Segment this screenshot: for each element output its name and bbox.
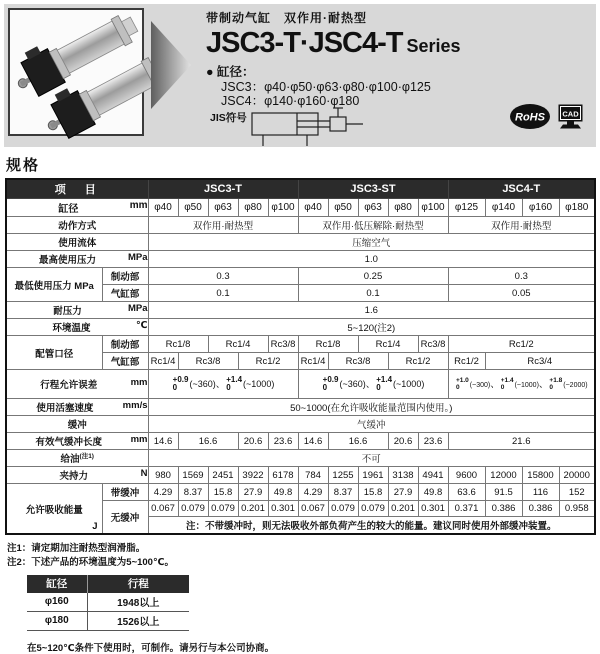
spec-cell: 0.3 — [148, 268, 298, 285]
table-row — [6, 217, 595, 234]
spec-cell: 1255 — [328, 467, 358, 484]
spec-cell: Rc1/4 — [208, 336, 268, 353]
spec-cell: φ40 — [148, 199, 178, 217]
row-label: 气缸部 — [102, 353, 148, 370]
spec-cell: 21.6 — [448, 433, 595, 450]
spec-cell: 0.386 — [485, 501, 522, 517]
table-row — [6, 179, 595, 199]
spec-cell: 注：不带缓冲时，则无法吸收外部负荷产生的较大的能量。建议同时使用外部缓冲装置。 — [148, 517, 595, 535]
spec-cell: 0.25 — [298, 268, 448, 285]
table-row — [6, 484, 595, 501]
spec-cell: 4.29 — [148, 484, 178, 501]
spec-cell: 23.6 — [268, 433, 298, 450]
spec-cell: 50~1000(在允许吸收能量范围内使用。) — [148, 399, 595, 416]
spec-cell: φ63 — [358, 199, 388, 217]
product-photo — [8, 8, 144, 136]
row-label: 夹持力 N — [6, 467, 148, 484]
row-label: 气缸部 — [102, 285, 148, 302]
spec-cell: 0.201 — [238, 501, 268, 517]
note-table-header-stroke: 行程 — [87, 575, 189, 593]
spec-cell: 0.079 — [178, 501, 208, 517]
spec-cell: φ80 — [238, 199, 268, 217]
spec-cell: 双作用·耐热型 — [448, 217, 595, 234]
spec-cell: Rc1/8 — [148, 336, 208, 353]
spec-cell: 不可 — [148, 450, 595, 467]
certification-badges — [509, 103, 584, 130]
spec-cell: 16.6 — [178, 433, 238, 450]
spec-cell: 双作用·耐热型 — [148, 217, 298, 234]
spec-cell: 1569 — [178, 467, 208, 484]
spec-cell: 0.05 — [448, 285, 595, 302]
spec-section — [0, 154, 600, 654]
row-label: 允许吸收能量 J — [6, 484, 102, 535]
spec-heading: 规格 — [6, 157, 41, 174]
spec-cell: 0.301 — [418, 501, 448, 517]
spec-cell: 压缩空气 — [148, 234, 595, 251]
svg-text:RoHS: RoHS — [515, 111, 545, 124]
spec-cell: 2451 — [208, 467, 238, 484]
svg-text:CAD: CAD — [562, 109, 579, 119]
column-header: JSC4-T — [448, 179, 595, 199]
tolerance-cell: +1.0 0 (~300)、 +1.4 0 (~1000)、 +1.8 0 (~2000) — [448, 370, 595, 399]
spec-cell: 9600 — [448, 467, 485, 484]
spec-cell: φ100 — [268, 199, 298, 217]
spec-cell: 15800 — [522, 467, 559, 484]
spec-cell: 784 — [298, 467, 328, 484]
spec-cell: Rc1/2 — [448, 353, 485, 370]
spec-cell: 15.8 — [208, 484, 238, 501]
spec-cell: 15.8 — [358, 484, 388, 501]
spec-cell: 116 — [522, 484, 559, 501]
spec-cell: 0.067 — [298, 501, 328, 517]
row-label: 给油$^{(注1)}$ — [6, 450, 148, 467]
table-row — [6, 467, 595, 484]
note-table-cell: φ180 — [27, 611, 87, 630]
column-header: 项 目 — [6, 179, 148, 199]
series-suffix: Series — [406, 36, 461, 56]
spec-cell: Rc1/2 — [388, 353, 448, 370]
spec-cell: φ160 — [522, 199, 559, 217]
row-label: 制动部 — [102, 336, 148, 353]
spec-cell: 气缓冲 — [148, 416, 595, 433]
spec-cell: Rc3/8 — [328, 353, 388, 370]
jis-symbol-diagram — [251, 106, 367, 147]
row-label: 无缓冲 — [102, 501, 148, 535]
spec-cell: 63.6 — [448, 484, 485, 501]
footnote-2: 注2：下述产品的环境温度为5~100℃。 — [7, 556, 174, 568]
spec-cell: Rc1/4 — [358, 336, 418, 353]
rohs-badge-icon — [509, 103, 551, 130]
tolerance-cell: +0.9 0 (~360)、 +1.4 0 (~1000) — [298, 370, 448, 399]
table-row — [6, 399, 595, 416]
bore-list-jsc3: JSC3：φ40·φ50·φ63·φ80·φ100·φ125 — [221, 80, 431, 94]
spec-cell: φ125 — [448, 199, 485, 217]
note-table-header-bore: 缸径 — [27, 575, 87, 593]
spec-cell: 20.6 — [238, 433, 268, 450]
page-title: JSC3-T·JSC4-T — [206, 27, 403, 59]
table-row — [6, 319, 595, 336]
product-category: 带制动气缸 双作用·耐热型 — [206, 11, 367, 25]
jis-symbol-label: JIS符号 — [210, 112, 247, 124]
spec-cell: 1961 — [358, 467, 388, 484]
spec-cell: 14.6 — [148, 433, 178, 450]
spec-cell: 23.6 — [418, 433, 448, 450]
row-label: 缓冲 — [6, 416, 148, 433]
header — [4, 4, 596, 147]
spec-cell: 0.201 — [388, 501, 418, 517]
spec-cell: 0.079 — [358, 501, 388, 517]
table-row — [6, 370, 595, 399]
spec-cell: φ80 — [388, 199, 418, 217]
spec-cell: 3138 — [388, 467, 418, 484]
footnote-1: 注1：请定期加注耐热型润滑脂。 — [7, 543, 146, 555]
catalog-page — [0, 4, 600, 654]
table-row — [6, 336, 595, 353]
row-label: 制动部 — [102, 268, 148, 285]
spec-cell: 1.6 — [148, 302, 595, 319]
table-row — [6, 416, 595, 433]
spec-cell: 0.067 — [148, 501, 178, 517]
spec-cell: φ50 — [178, 199, 208, 217]
spec-cell: Rc1/2 — [238, 353, 298, 370]
spec-cell: 5~120(注2) — [148, 319, 595, 336]
cad-badge-icon — [557, 103, 584, 130]
row-label: 使用活塞速度 mm/s — [6, 399, 148, 416]
row-label: 缸径 mm — [6, 199, 148, 217]
spec-cell: 1.0 — [148, 251, 595, 268]
table-row — [6, 199, 595, 217]
table-row — [6, 302, 595, 319]
spec-cell: 0.958 — [559, 501, 595, 517]
table-row — [27, 593, 189, 612]
table-row — [6, 450, 595, 467]
row-label: 最低使用压力 MPa — [6, 268, 102, 302]
spec-cell: 0.371 — [448, 501, 485, 517]
note-table-cell: 1948以上 — [87, 593, 189, 612]
spec-cell: 20.6 — [388, 433, 418, 450]
table-row — [6, 268, 595, 285]
spec-cell: φ63 — [208, 199, 238, 217]
spec-table — [5, 178, 596, 535]
spec-cell: 0.079 — [328, 501, 358, 517]
table-row — [6, 234, 595, 251]
table-row — [6, 433, 595, 450]
row-label: 动作方式 — [6, 217, 148, 234]
row-label: 配管口径 — [6, 336, 102, 370]
spec-cell: 49.8 — [268, 484, 298, 501]
spec-cell: Rc1/2 — [448, 336, 595, 353]
row-label: 有效气缓冲长度 mm — [6, 433, 148, 450]
spec-cell: φ40 — [298, 199, 328, 217]
spec-cell: 6178 — [268, 467, 298, 484]
arrow-right-icon — [151, 21, 191, 114]
spec-cell: 152 — [559, 484, 595, 501]
spec-cell: Rc3/4 — [485, 353, 595, 370]
spec-cell: 27.9 — [238, 484, 268, 501]
note-table-cell: 1526以上 — [87, 611, 189, 630]
row-label: 带缓冲 — [102, 484, 148, 501]
spec-cell: 0.1 — [298, 285, 448, 302]
row-label: 使用流体 — [6, 234, 148, 251]
spec-cell: Rc3/8 — [268, 336, 298, 353]
note-table-cell: φ160 — [27, 593, 87, 612]
table-row — [27, 611, 189, 630]
row-label: 最高使用压力 MPa — [6, 251, 148, 268]
footnotes — [7, 542, 595, 570]
spec-cell: 8.37 — [328, 484, 358, 501]
spec-cell: 91.5 — [485, 484, 522, 501]
spec-cell: Rc1/8 — [298, 336, 358, 353]
spec-cell: 49.8 — [418, 484, 448, 501]
spec-cell: 0.1 — [148, 285, 298, 302]
tolerance-cell: +0.9 0 (~360)、 +1.4 0 (~1000) — [148, 370, 298, 399]
spec-cell: 0.386 — [522, 501, 559, 517]
title-block — [206, 9, 598, 109]
spec-cell: 27.9 — [388, 484, 418, 501]
jis-symbol-block — [210, 106, 367, 147]
spec-cell: φ140 — [485, 199, 522, 217]
row-label: 环境温度 ℃ — [6, 319, 148, 336]
spec-cell: 0.301 — [268, 501, 298, 517]
spec-cell: 980 — [148, 467, 178, 484]
table-row — [6, 251, 595, 268]
spec-cell: Rc1/4 — [148, 353, 178, 370]
spec-cell: 4941 — [418, 467, 448, 484]
spec-cell: 3922 — [238, 467, 268, 484]
spec-cell: 双作用·低压解除·耐热型 — [298, 217, 448, 234]
bore-label: ● 缸径： — [206, 65, 255, 79]
spec-cell: 0.3 — [448, 268, 595, 285]
spec-cell: Rc3/8 — [418, 336, 448, 353]
spec-cell: Rc3/8 — [178, 353, 238, 370]
spec-cell: 12000 — [485, 467, 522, 484]
spec-cell: 8.37 — [178, 484, 208, 501]
spec-cell: φ180 — [559, 199, 595, 217]
cylinder-photo-illustration — [10, 10, 142, 134]
row-label: 行程允许误差 mm — [6, 370, 148, 399]
spec-cell: 20000 — [559, 467, 595, 484]
spec-cell: 0.079 — [208, 501, 238, 517]
spec-cell: 4.29 — [298, 484, 328, 501]
spec-cell: φ100 — [418, 199, 448, 217]
bore-list-jsc4: JSC4：φ140·φ160·φ180 — [221, 94, 360, 109]
column-header: JSC3-T — [148, 179, 298, 199]
column-header: JSC3-ST — [298, 179, 448, 199]
spec-cell: φ50 — [328, 199, 358, 217]
spec-cell: 16.6 — [328, 433, 388, 450]
note-table — [27, 575, 189, 631]
row-label: 耐压力 MPa — [6, 302, 148, 319]
footer-note: 在5~120℃条件下使用时，可制作。请另行与本公司协商。 — [27, 642, 275, 654]
spec-cell: Rc1/4 — [298, 353, 328, 370]
spec-cell: 14.6 — [298, 433, 328, 450]
